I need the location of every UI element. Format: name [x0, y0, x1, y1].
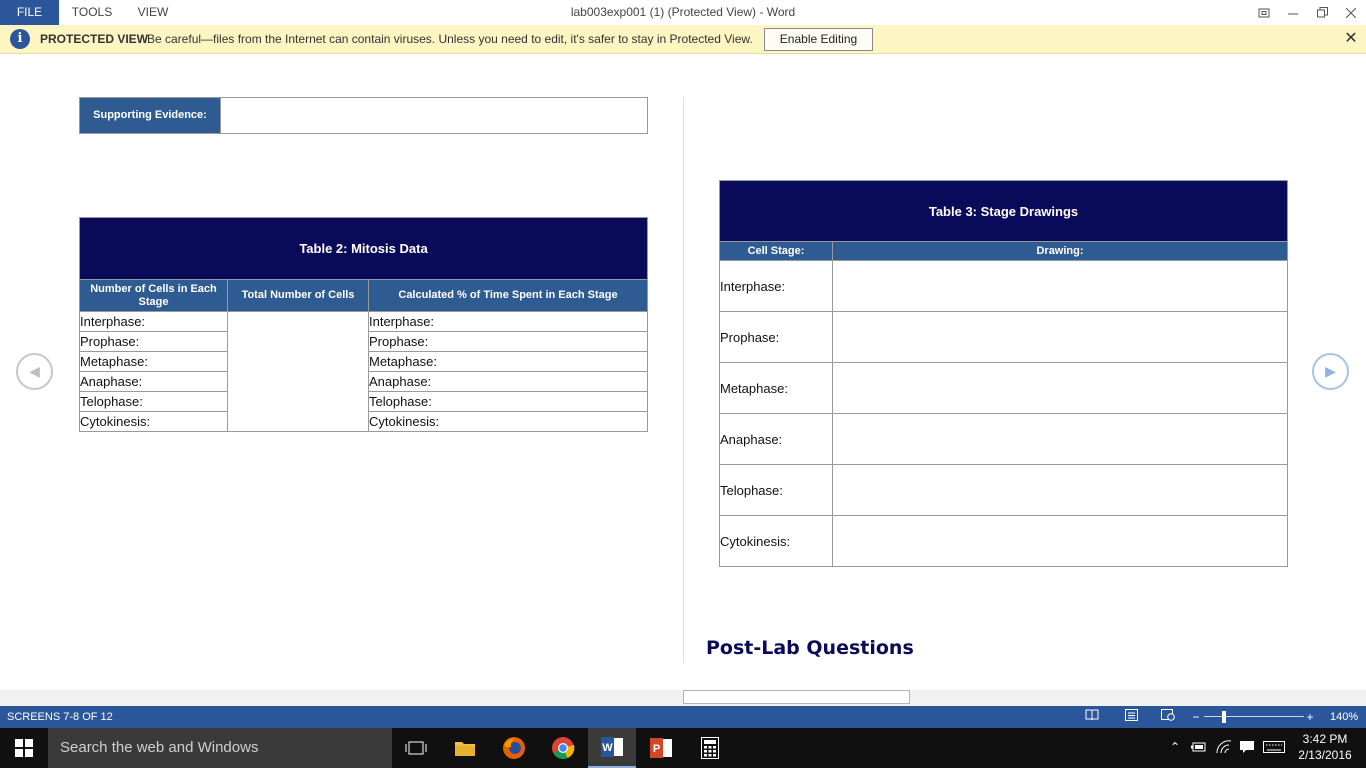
table2-stage-cell: Interphase:	[80, 312, 228, 332]
table3-header: Drawing:	[833, 242, 1288, 261]
table2-percent-cell: Metaphase:	[369, 352, 648, 372]
file-explorer-icon[interactable]	[441, 728, 489, 768]
drawing-cell	[833, 516, 1288, 567]
table2-title: Table 2: Mitosis Data	[80, 218, 648, 280]
table3-header: Cell Stage:	[720, 242, 833, 261]
zoom-level[interactable]: 140%	[1330, 711, 1359, 723]
close-window-icon[interactable]	[1336, 0, 1366, 25]
next-screen-button[interactable]	[1312, 353, 1349, 390]
drawing-cell	[833, 312, 1288, 363]
table3-stage-cell: Anaphase:	[720, 414, 833, 465]
table2-header: Number of Cells in Each Stage	[80, 280, 228, 312]
drawing-cell	[833, 261, 1288, 312]
drawing-cell	[833, 465, 1288, 516]
zoom-out-icon[interactable]: −	[1192, 710, 1200, 724]
wifi-icon[interactable]	[1215, 740, 1233, 756]
chrome-icon[interactable]	[539, 728, 587, 768]
zoom-slider-thumb[interactable]	[1222, 711, 1226, 723]
action-center-icon[interactable]	[1238, 740, 1256, 756]
table2-header: Total Number of Cells	[228, 280, 369, 312]
battery-icon[interactable]	[1190, 740, 1208, 756]
powerpoint-icon[interactable]	[637, 728, 685, 768]
word-icon[interactable]	[588, 728, 636, 768]
table2-stage-cell: Prophase:	[80, 332, 228, 352]
calculator-icon[interactable]	[686, 728, 734, 768]
screen-count: SCREENS 7-8 OF 12	[7, 711, 113, 723]
drawing-cell	[833, 363, 1288, 414]
table2-stage-cell: Metaphase:	[80, 352, 228, 372]
svg-text:P: P	[652, 743, 661, 755]
previous-screen-button[interactable]	[16, 353, 53, 390]
firefox-icon[interactable]	[490, 728, 538, 768]
read-mode-icon[interactable]	[1084, 709, 1100, 725]
svg-text:W: W	[602, 742, 613, 754]
drawing-cell	[833, 414, 1288, 465]
page-divider	[683, 97, 684, 663]
clock[interactable]	[1290, 731, 1360, 763]
status-bar	[0, 706, 1366, 728]
zoom-slider[interactable]	[1204, 716, 1304, 717]
table2-percent-cell: Interphase:	[369, 312, 648, 332]
table3-stage-cell: Cytokinesis:	[720, 516, 833, 567]
table2-stage-cell: Anaphase:	[80, 372, 228, 392]
print-layout-icon[interactable]	[1123, 709, 1139, 725]
protected-view-message: Be careful—files from the Internet can contain viruses. Unless you need to edit, it's safer to stay in Protected View.	[147, 32, 753, 46]
full-screen-icon[interactable]	[1249, 0, 1279, 25]
chevron-right-icon: ▶	[1325, 363, 1336, 379]
info-shield-icon: i	[10, 29, 30, 49]
menu-view[interactable]: VIEW	[137, 5, 169, 19]
scrollbar-thumb[interactable]	[683, 690, 910, 704]
clock-date: 2/13/2016	[1298, 748, 1352, 762]
table2-header: Calculated % of Time Spent in Each Stage	[369, 280, 648, 312]
table2-stage-cell: Telophase:	[80, 392, 228, 412]
task-view-icon[interactable]	[392, 728, 440, 768]
minimize-icon[interactable]	[1278, 0, 1308, 25]
table2-percent-cell: Cytokinesis:	[369, 412, 648, 432]
table2-percent-cell: Anaphase:	[369, 372, 648, 392]
protected-view-bar	[0, 25, 1366, 54]
table3-stage-cell: Interphase:	[720, 261, 833, 312]
table3-stage-cell: Prophase:	[720, 312, 833, 363]
enable-editing-button[interactable]: Enable Editing	[764, 28, 873, 51]
stage-drawings-table	[719, 180, 1288, 567]
post-lab-heading: Post-Lab Questions	[706, 637, 914, 659]
start-button[interactable]	[0, 728, 48, 768]
table3-title: Table 3: Stage Drawings	[720, 181, 1288, 242]
table3-stage-cell: Metaphase:	[720, 363, 833, 414]
restore-icon[interactable]	[1307, 0, 1337, 25]
menu-tools[interactable]: TOOLS	[71, 5, 113, 19]
close-icon[interactable]: ✕	[1344, 30, 1358, 47]
title-bar	[0, 0, 1366, 25]
clock-time: 3:42 PM	[1302, 732, 1348, 746]
table2-stage-cell: Cytokinesis:	[80, 412, 228, 432]
total-cells-cell	[228, 312, 369, 432]
keyboard-icon[interactable]	[1263, 740, 1281, 756]
windows-logo-icon	[15, 739, 33, 757]
table2-percent-cell: Prophase:	[369, 332, 648, 352]
protected-view-label: PROTECTED VIEW	[40, 32, 149, 46]
supporting-evidence-label: Supporting Evidence:	[80, 98, 221, 133]
table2-percent-cell: Telophase:	[369, 392, 648, 412]
document-title: lab003exp001 (1) (Protected View) - Word	[570, 5, 796, 19]
zoom-in-icon[interactable]: +	[1306, 710, 1314, 724]
taskbar-search-box[interactable]: Search the web and Windows	[48, 728, 392, 768]
mitosis-data-table	[79, 217, 648, 432]
menu-file[interactable]: FILE	[0, 0, 59, 25]
chevron-up-icon[interactable]: ⌃	[1169, 740, 1181, 754]
chevron-left-icon: ◀	[29, 363, 40, 379]
web-layout-icon[interactable]	[1160, 709, 1176, 725]
taskbar	[0, 728, 1366, 768]
table3-stage-cell: Telophase:	[720, 465, 833, 516]
